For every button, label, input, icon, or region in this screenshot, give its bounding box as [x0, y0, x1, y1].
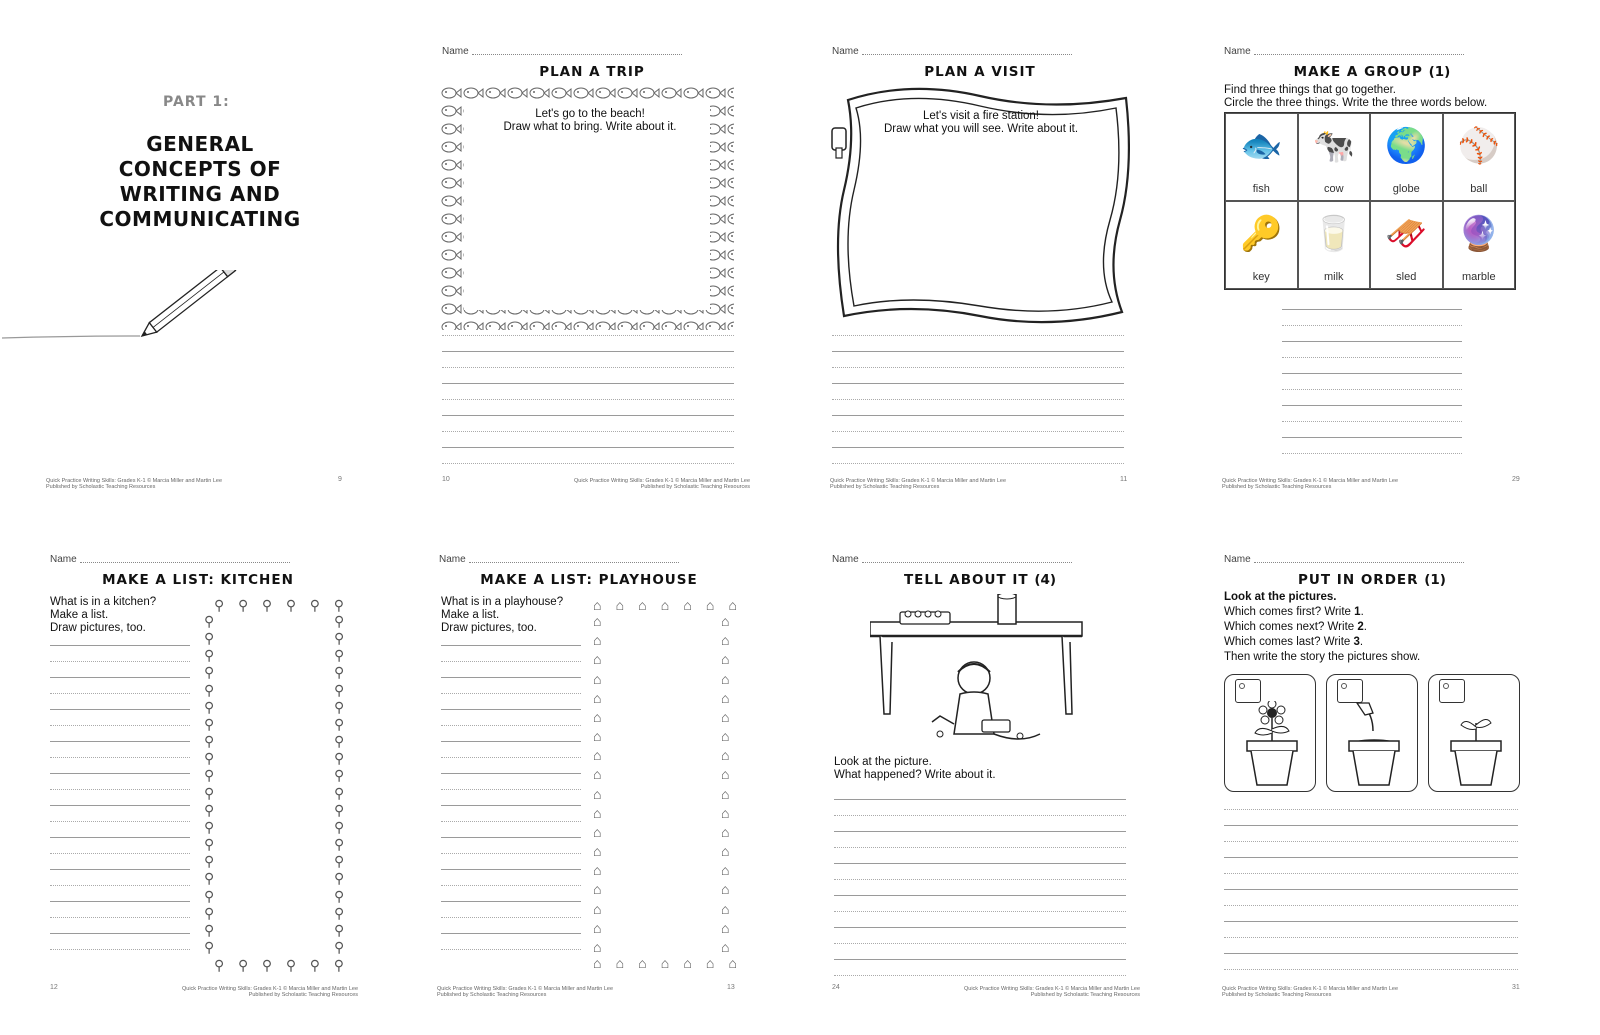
name-field[interactable]: Name [442, 46, 682, 57]
page-number: 13 [727, 984, 735, 991]
footer-credit: Quick Practice Writing Skills: Grades K-1 © Marcia Miller and Martin Lee Published by Scholastic Teaching Resources [1222, 478, 1399, 490]
writing-lines[interactable] [834, 784, 1126, 976]
grid-cell[interactable]: 🔮 marble [1443, 201, 1516, 289]
grid-cell[interactable]: 🛷 sled [1370, 201, 1443, 289]
planting-seed-icon [1343, 701, 1405, 787]
name-field[interactable]: Name [439, 554, 679, 565]
footer-credit: Quick Practice Writing Skills: Grades K-1 © Marcia Miller and Martin Lee Published by Scholastic Teaching Resources [574, 478, 751, 490]
grid-cell[interactable]: 🐄 cow [1298, 113, 1371, 201]
page-number: 10 [442, 476, 450, 483]
name-field[interactable]: Name [1224, 554, 1464, 565]
flower-pot-icon [1241, 701, 1303, 787]
name-field[interactable]: Name [1224, 46, 1464, 57]
page-number: 12 [50, 984, 58, 991]
writing-lines[interactable] [1224, 794, 1518, 970]
page-number: 9 [338, 476, 342, 483]
worksheet-make-a-list-kitchen [48, 548, 388, 1008]
cow-icon: 🐄 [1312, 127, 1355, 165]
worksheet-title: MAKE A LIST: KITCHEN [102, 572, 294, 588]
worksheet-instructions: What is in a playhouse? Make a list. Draw pictures, too. [441, 596, 564, 634]
writing-lines[interactable] [50, 630, 190, 950]
spoon-border-left: ⚲ ⚲ ⚲ ⚲ ⚲ ⚲ ⚲ ⚲ ⚲ ⚲ ⚲ ⚲ ⚲ ⚲ ⚲ ⚲ ⚲ ⚲ ⚲ ⚲ [204, 613, 215, 955]
name-field[interactable]: Name [50, 554, 290, 565]
pencil-icon [0, 270, 250, 340]
worksheet-plan-a-visit [830, 40, 1170, 500]
sled-icon: 🛷 [1385, 215, 1428, 253]
house-border-right: ⌂ ⌂ ⌂ ⌂ ⌂ ⌂ ⌂ ⌂ ⌂ ⌂ ⌂ ⌂ ⌂ ⌂ ⌂ ⌂ ⌂ ⌂ [721, 613, 730, 955]
writing-lines[interactable] [832, 320, 1124, 464]
name-field[interactable]: Name [832, 46, 1072, 57]
house-border-top: ⌂ ⌂ ⌂ ⌂ ⌂ ⌂ ⌂ [593, 597, 737, 613]
order-number-box[interactable] [1235, 679, 1261, 703]
worksheet-instructions: Let's go to the beach! Draw what to bring. Write about it. [503, 108, 677, 133]
page-number: 31 [1512, 984, 1520, 991]
worksheet-make-a-list-playhouse [437, 548, 777, 1008]
cover-title: GENERAL CONCEPTS OF WRITING AND COMMUNICATING [99, 132, 301, 231]
footer-credit: Quick Practice Writing Skills: Grades K-1 © Marcia Miller and Martin Lee Published by Scholastic Teaching Resources [830, 478, 1007, 490]
globe-icon: 🌍 [1385, 127, 1428, 165]
worksheet-title: PLAN A VISIT [924, 64, 1036, 80]
spoon-border-top: ⚲ ⚲ ⚲ ⚲ ⚲ ⚲ [214, 597, 344, 613]
marble-icon: 🔮 [1457, 215, 1500, 253]
worksheet-tell-about-it [830, 548, 1170, 1008]
writing-lines[interactable] [442, 320, 734, 464]
order-number-box[interactable] [1439, 679, 1465, 703]
page-number: 11 [1120, 476, 1128, 483]
footer-credit: Quick Practice Writing Skills: Grades K-1 © Marcia Miller and Martin Lee Published by Scholastic Teaching Resources [46, 478, 223, 490]
footer-credit: Quick Practice Writing Skills: Grades K-1 © Marcia Miller and Martin Lee Published by Scholastic Teaching Resources [964, 986, 1141, 998]
worksheet-title: TELL ABOUT IT (4) [903, 572, 1057, 588]
footer-credit: Quick Practice Writing Skills: Grades K-1 © Marcia Miller and Martin Lee Published by Scholastic Teaching Resources [1222, 986, 1399, 998]
worksheet-plan-a-trip [440, 40, 780, 500]
picture-grid [1224, 112, 1516, 290]
worksheet-title: MAKE A GROUP (1) [1293, 64, 1451, 80]
key-icon: 🔑 [1240, 215, 1283, 253]
worksheet-instructions: Look at the picture. What happened? Write about it. [834, 756, 996, 781]
footer-credit: Quick Practice Writing Skills: Grades K-1 © Marcia Miller and Martin Lee Published by Scholastic Teaching Resources [182, 986, 359, 998]
picture-panel [1326, 674, 1418, 792]
footer-credit: Quick Practice Writing Skills: Grades K-1 © Marcia Miller and Martin Lee Published by Scholastic Teaching Resources [437, 986, 614, 998]
worksheet-put-in-order [1222, 548, 1562, 1008]
order-number-box[interactable] [1337, 679, 1363, 703]
part-label: PART 1: [163, 94, 230, 110]
picture-panel [1428, 674, 1520, 792]
page-number: 29 [1512, 476, 1520, 483]
girl-under-table-illustration [870, 594, 1090, 754]
fish-icon: 🐟 [1240, 127, 1283, 165]
sprout-icon [1445, 701, 1507, 787]
page-number: 24 [832, 984, 840, 991]
writing-lines[interactable] [441, 630, 581, 950]
worksheet-make-a-group [1222, 40, 1562, 500]
writing-lines[interactable] [1282, 294, 1462, 454]
worksheet-instructions: Look at the pictures. Which comes first? Write 1. Which comes next? Write 2. Which comes last? Write 3. Then write the story the pictures show. [1224, 591, 1421, 663]
milk-icon: 🥛 [1312, 215, 1355, 253]
grid-cell[interactable]: 🥛 milk [1298, 201, 1371, 289]
grid-cell[interactable]: ⚾ ball [1443, 113, 1516, 201]
house-border-left: ⌂ ⌂ ⌂ ⌂ ⌂ ⌂ ⌂ ⌂ ⌂ ⌂ ⌂ ⌂ ⌂ ⌂ ⌂ ⌂ ⌂ ⌂ [593, 613, 602, 955]
picture-panel [1224, 674, 1316, 792]
spoon-border-bottom: ⚲ ⚲ ⚲ ⚲ ⚲ ⚲ [214, 957, 344, 973]
house-border-bottom: ⌂ ⌂ ⌂ ⌂ ⌂ ⌂ ⌂ [593, 955, 737, 971]
spoon-border-right: ⚲ ⚲ ⚲ ⚲ ⚲ ⚲ ⚲ ⚲ ⚲ ⚲ ⚲ ⚲ ⚲ ⚲ ⚲ ⚲ ⚲ ⚲ ⚲ ⚲ [334, 613, 345, 955]
worksheet-instructions: Find three things that go together. Circle the three things. Write the three words below. [1224, 84, 1488, 109]
ball-icon: ⚾ [1457, 127, 1500, 165]
grid-cell[interactable]: 🌍 globe [1370, 113, 1443, 201]
worksheet-instructions: What is in a kitchen? Make a list. Draw pictures, too. [50, 596, 157, 634]
worksheet-instructions: Let's visit a fire station! Draw what you will see. Write about it. [883, 110, 1079, 135]
worksheet-title: PLAN A TRIP [539, 64, 645, 80]
grid-cell[interactable]: 🔑 key [1225, 201, 1298, 289]
name-field[interactable]: Name [832, 554, 1072, 565]
grid-cell[interactable]: 🐟 fish [1225, 113, 1298, 201]
worksheet-title: PUT IN ORDER (1) [1298, 572, 1446, 588]
worksheet-title: MAKE A LIST: PLAYHOUSE [480, 572, 698, 588]
cover-page [0, 40, 340, 500]
